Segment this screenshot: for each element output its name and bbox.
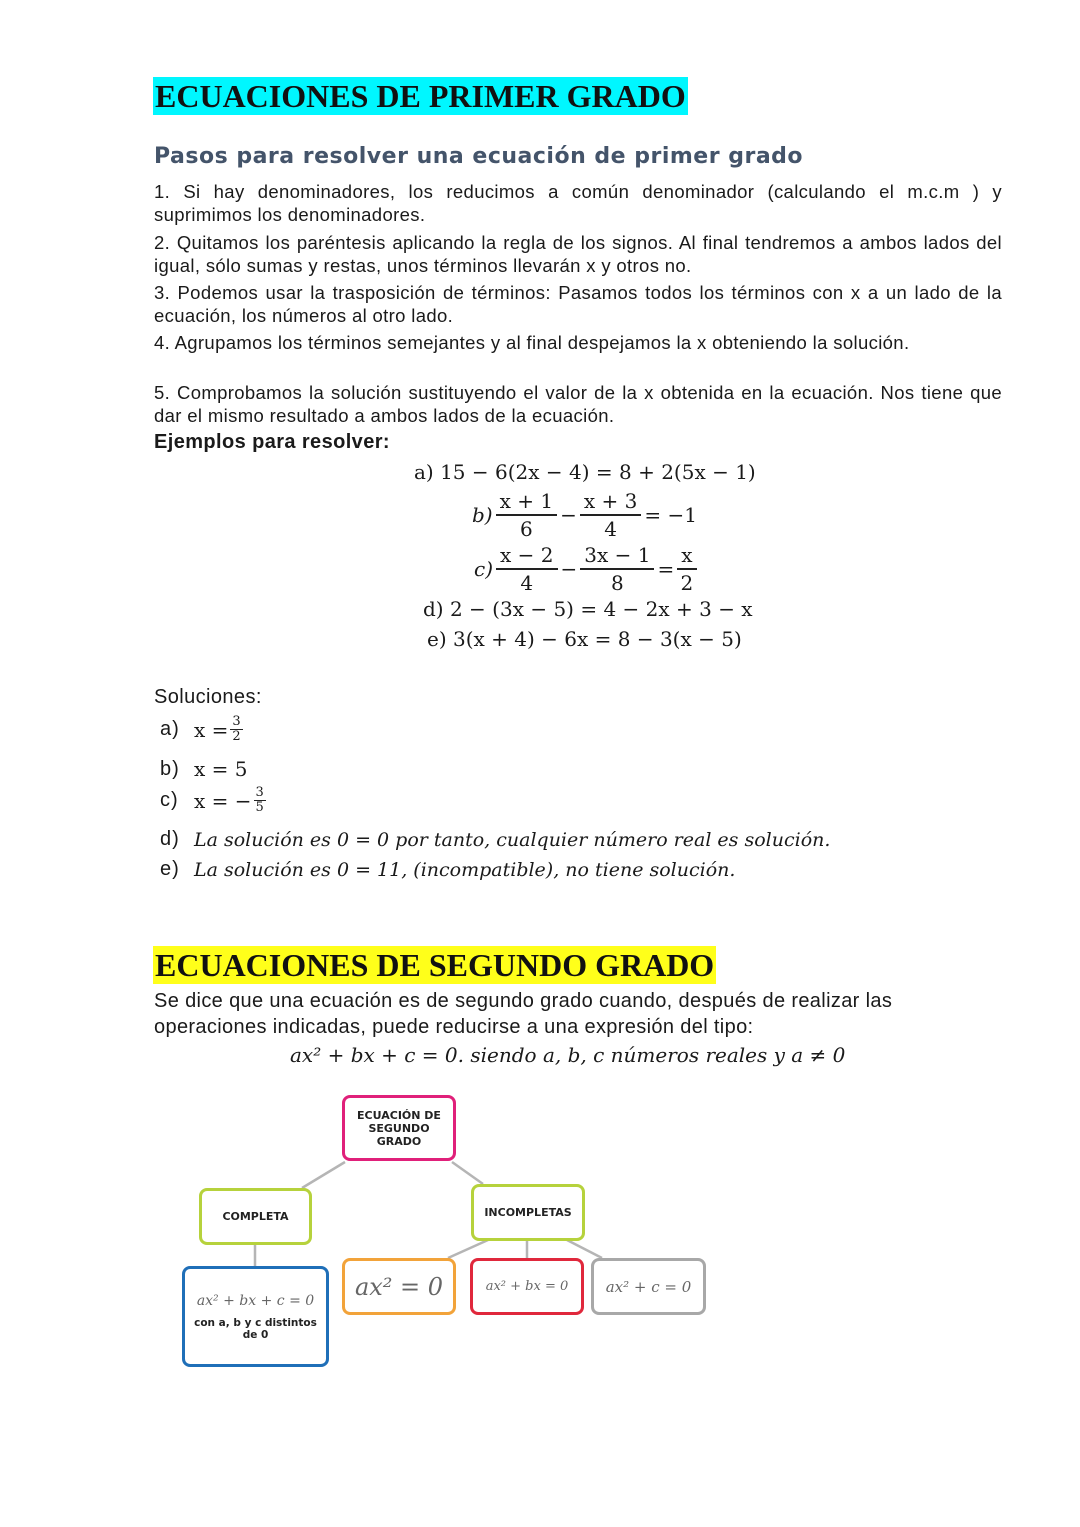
numerator: x + 1 bbox=[496, 488, 557, 516]
example-a: a) 15 − 6(2x − 4) = 8 + 2(5x − 1) bbox=[414, 460, 756, 484]
denominator: 4 bbox=[520, 571, 534, 595]
denominator: 2 bbox=[680, 571, 694, 595]
solution-e-label: e) bbox=[160, 858, 180, 880]
denominator: 6 bbox=[519, 517, 533, 541]
example-c: c) $\frac{x - 2}{4}$ − $\frac{3x - 1}{8}$ = $\frac{x}{2}$ bbox=[474, 542, 700, 596]
numerator: 3x − 1 bbox=[580, 542, 654, 570]
numerator: x − 2 bbox=[496, 542, 557, 570]
numerator: x bbox=[677, 542, 696, 570]
examples-heading: Ejemplos para resolver: bbox=[154, 431, 390, 453]
numerator: 3 bbox=[232, 714, 241, 729]
solution-e-expr: La solución es 0 = 11, (incompatible), no tiene solución. bbox=[194, 858, 736, 881]
example-e: e) 3(x + 4) − 6x = 8 − 3(x − 5) bbox=[427, 627, 742, 651]
diagram-inc2-node: ax² + bx = 0 bbox=[470, 1258, 584, 1315]
connector-inc-3 bbox=[567, 1240, 602, 1258]
diagram-complete-formula-node bbox=[182, 1266, 329, 1367]
diagram-inc3-node: ax² + c = 0 bbox=[591, 1258, 706, 1315]
step-2: 2. Quitamos los paréntesis aplicando la regla de los signos. Al final tendremos a ambos lados del igual, sólo sumas y restas, unos términos llevarán x y otros no. bbox=[154, 232, 1002, 276]
solution-c-label: c) bbox=[160, 789, 179, 811]
example-c-label: c) bbox=[474, 557, 494, 581]
step-3: 3. Podemos usar la trasposición de términos: Pasamos todos los términos con x a un lado de la ecuación, los números al otro lado. bbox=[154, 282, 1002, 326]
complete-note: con a, b y c distintos de 0 bbox=[194, 1316, 317, 1341]
example-b-label: b) bbox=[472, 503, 493, 527]
step-5: 5. Comprobamos la solución sustituyendo el valor de la x obtenida en la ecuación. Nos tiene que dar el mismo resultado a ambos lados de la ecuación. bbox=[154, 382, 1002, 426]
numerator: x + 3 bbox=[580, 488, 641, 516]
diagram-incomplete-node: INCOMPLETAS bbox=[471, 1184, 585, 1241]
connector-root-complete bbox=[302, 1162, 345, 1188]
solution-d-expr: La solución es 0 = 0 por tanto, cualquier número real es solución. bbox=[194, 828, 831, 851]
diagram-root-node: ECUACIÓN DE SEGUNDO GRADO bbox=[342, 1095, 456, 1161]
denominator: 2 bbox=[232, 729, 241, 744]
solution-b-label: b) bbox=[160, 757, 180, 780]
solution-d-label: d) bbox=[160, 828, 180, 850]
step-4: 4. Agrupamos los términos semejantes y al final despejamos la x obteniendo la solución. bbox=[154, 332, 910, 353]
solution-b-expr: x = 5 bbox=[194, 757, 248, 781]
solution-a-label: a) bbox=[160, 718, 180, 740]
denominator: 8 bbox=[611, 571, 624, 595]
solution-a-expr: x = bbox=[194, 717, 229, 742]
solutions-heading: Soluciones: bbox=[154, 686, 262, 708]
connector-inc-1 bbox=[448, 1240, 488, 1258]
steps-subtitle: Pasos para resolver una ecuación de primer grado bbox=[154, 144, 804, 169]
diagram-complete-node: COMPLETA bbox=[199, 1188, 312, 1245]
diagram-inc1-node: ax² = 0 bbox=[342, 1258, 456, 1315]
section2-formula: ax² + bx + c = 0. siendo a, b, c números reales y a ≠ 0 bbox=[290, 1043, 846, 1067]
solution-c-expr: x = − bbox=[194, 788, 252, 813]
example-b: b) $\frac{x + 1}{6}$ − $\frac{x + 3}{4}$ = −1 bbox=[472, 489, 697, 541]
connector-root-incomplete bbox=[452, 1162, 483, 1184]
section2-title: ECUACIONES DE SEGUNDO GRADO bbox=[155, 947, 715, 983]
numerator: 3 bbox=[255, 785, 264, 800]
example-b-rhs: = −1 bbox=[644, 503, 697, 527]
example-d: d) 2 − (3x − 5) = 4 − 2x + 3 − x bbox=[423, 597, 753, 621]
section2-intro: Se dice que una ecuación es de segundo grado cuando, después de realizar las operaciones indicadas, puede reducirse a una expresión del tipo: bbox=[154, 990, 893, 1038]
step-1: 1. Si hay denominadores, los reducimos a común denominador (calculando el m.c.m ) y suprimimos los denominadores. bbox=[154, 181, 1002, 225]
complete-formula: ax² + bx + c = 0 bbox=[196, 1292, 315, 1309]
section1-title: ECUACIONES DE PRIMER GRADO bbox=[155, 78, 686, 114]
denominator: 5 bbox=[255, 800, 264, 815]
denominator: 4 bbox=[604, 517, 617, 541]
